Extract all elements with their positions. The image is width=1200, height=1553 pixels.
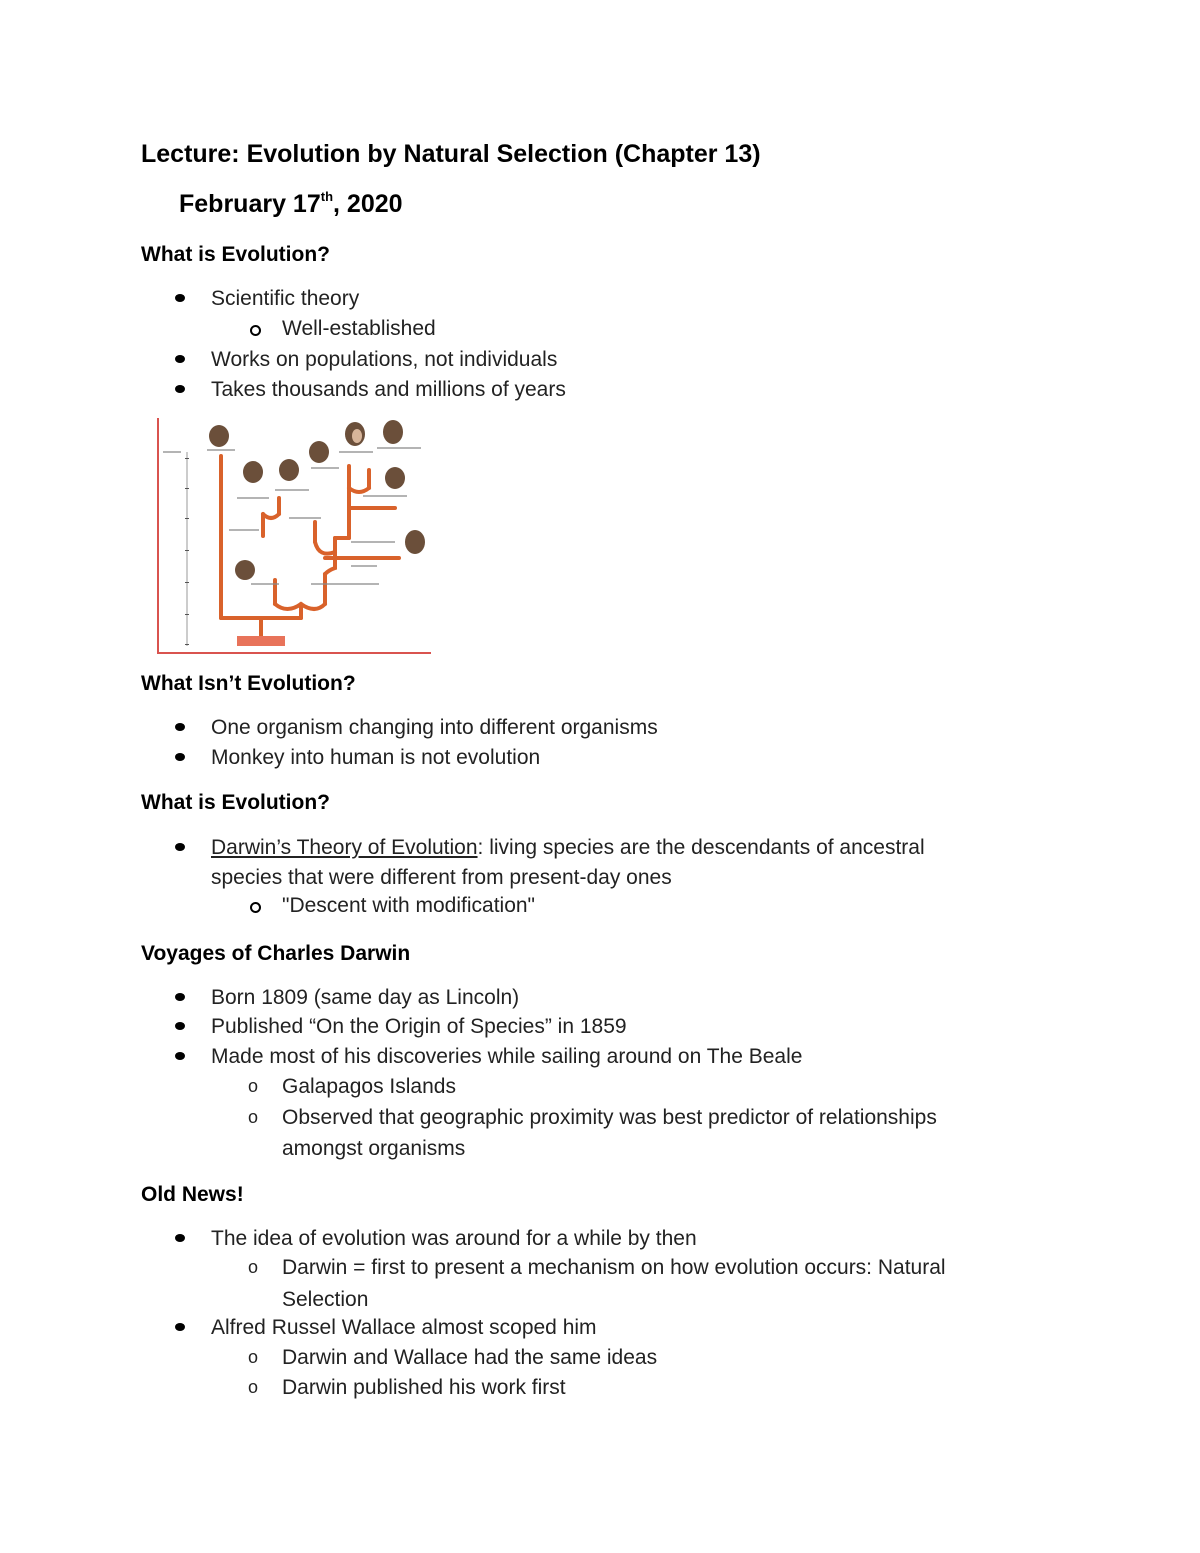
- bullet-icon: [175, 993, 185, 1001]
- sub-list-item: Well-established: [282, 317, 436, 340]
- section-heading: Old News!: [141, 1183, 244, 1206]
- sub-list-item: Observed that geographic proximity was best predictor of relationships: [282, 1106, 937, 1129]
- date-ordinal: th: [320, 188, 334, 204]
- list-item-continuation: species that were different from present-day ones: [211, 866, 672, 889]
- human-evolution-tree-figure: [157, 418, 431, 654]
- sub-bullet-icon: o: [248, 1347, 259, 1367]
- sub-list-item: Galapagos Islands: [282, 1075, 456, 1098]
- sub-bullet-icon: o: [248, 1377, 259, 1397]
- sub-bullet-icon: [250, 325, 261, 336]
- list-item: Made most of his discoveries while sailing around on The Beale: [211, 1045, 803, 1068]
- lecture-date: [179, 190, 403, 219]
- list-item: Takes thousands and millions of years: [211, 378, 566, 401]
- bullet-icon: [175, 355, 185, 363]
- date-main: February 17: [179, 190, 321, 218]
- list-item: Scientific theory: [211, 287, 360, 310]
- list-item: One organism changing into different organisms: [211, 716, 658, 739]
- list-item: Born 1809 (same day as Lincoln): [211, 986, 520, 1009]
- bullet-icon: [175, 723, 185, 731]
- list-item: The idea of evolution was around for a while by then: [211, 1227, 697, 1250]
- sub-bullet-icon: o: [248, 1107, 259, 1127]
- section-heading: What is Evolution?: [141, 791, 330, 814]
- list-item: Monkey into human is not evolution: [211, 746, 541, 769]
- bullet-icon: [175, 1022, 185, 1030]
- sub-list-item-continuation: amongst organisms: [282, 1137, 466, 1160]
- bullet-icon: [175, 1323, 185, 1331]
- bullet-icon: [175, 385, 185, 393]
- bullet-icon: [175, 843, 185, 851]
- list-item: Alfred Russel Wallace almost scoped him: [211, 1316, 597, 1339]
- sub-bullet-icon: o: [248, 1076, 259, 1096]
- sub-bullet-icon: [250, 902, 261, 913]
- definition-text: : living species are the descendants of ancestral: [477, 836, 925, 859]
- section-heading: What is Evolution?: [141, 243, 330, 266]
- list-item: Works on populations, not individuals: [211, 348, 558, 371]
- sub-list-item: Darwin published his work first: [282, 1376, 566, 1399]
- bullet-icon: [175, 294, 185, 302]
- section-heading: Voyages of Charles Darwin: [141, 942, 411, 965]
- list-item: [211, 836, 925, 860]
- bullet-icon: [175, 753, 185, 761]
- sub-list-item-continuation: Selection: [282, 1288, 369, 1311]
- sub-list-item: Darwin = first to present a mechanism on how evolution occurs: Natural: [282, 1256, 946, 1279]
- section-heading: What Isn’t Evolution?: [141, 672, 356, 695]
- bullet-icon: [175, 1234, 185, 1242]
- bullet-icon: [175, 1052, 185, 1060]
- human-evolution-tree-icon: [159, 418, 431, 652]
- key-term: Darwin’s Theory of Evolution: [211, 836, 478, 859]
- list-item: Published “On the Origin of Species” in 1859: [211, 1015, 627, 1038]
- page-title: Lecture: Evolution by Natural Selection (Chapter 13): [141, 140, 761, 168]
- sub-list-item: "Descent with modification": [282, 894, 536, 917]
- sub-list-item: Darwin and Wallace had the same ideas: [282, 1346, 658, 1369]
- sub-bullet-icon: o: [248, 1257, 259, 1277]
- date-year: , 2020: [333, 190, 403, 218]
